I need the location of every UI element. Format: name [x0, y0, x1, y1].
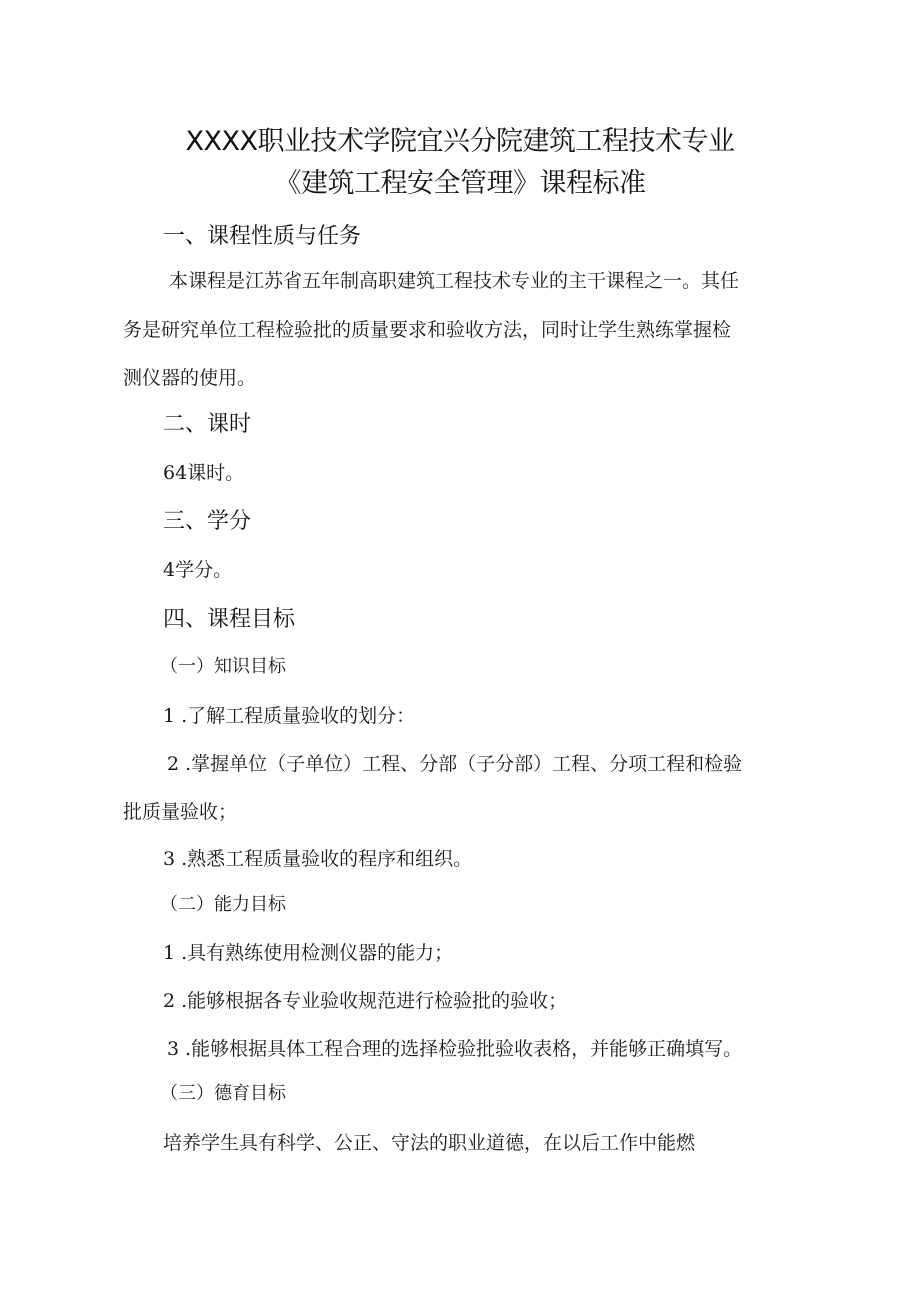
section-heading-class-hours: 二、课时	[163, 412, 252, 437]
list-item: 3 .熟悉工程质量验收的程序和组织。	[163, 848, 473, 870]
subsection-heading-ability: （二）能力目标	[160, 894, 286, 915]
section-heading-course-objectives: 四、课程目标	[163, 607, 296, 632]
paragraph-line: 培养学生具有科学、公正、守法的职业道德，在以后工作中能燃	[163, 1132, 696, 1154]
list-item: 2 .掌握单位（子单位）工程、分部（子分部）工程、分项工程和检验	[167, 753, 743, 775]
paragraph-line: 务是研究单位工程检验批的质量要求和验收方法，同时让学生熟练掌握检	[123, 319, 732, 341]
list-item-continuation: 批质量验收；	[123, 801, 238, 823]
document-title-line-1: XXXX职业技术学院宜兴分院建筑工程技术专业	[185, 126, 735, 157]
subsection-heading-knowledge: （一）知识目标	[160, 656, 286, 677]
class-hours-value: 64课时。	[163, 462, 245, 484]
paragraph-line: 测仪器的使用。	[123, 367, 257, 389]
list-item: 1 .了解工程质量验收的划分：	[163, 705, 416, 727]
credits-value: 4学分。	[163, 559, 233, 581]
section-heading-nature-and-tasks: 一、课程性质与任务	[163, 224, 362, 249]
list-item: 1 .具有熟练使用检测仪器的能力；	[163, 942, 454, 964]
list-item: 2 .能够根据各专业验收规范进行检验批的验收；	[163, 990, 568, 1012]
section-heading-credits: 三、学分	[163, 509, 252, 534]
paragraph-line: 本课程是江苏省五年制高职建筑工程技术专业的主干课程之一。其任	[169, 270, 740, 292]
list-item: 3 .能够根据具体工程合理的选择检验批验收表格，并能够正确填写。	[167, 1038, 743, 1060]
document-title-line-2: 《建筑工程安全管理》课程标准	[274, 168, 646, 199]
subsection-heading-moral: （三）德育目标	[160, 1083, 286, 1104]
